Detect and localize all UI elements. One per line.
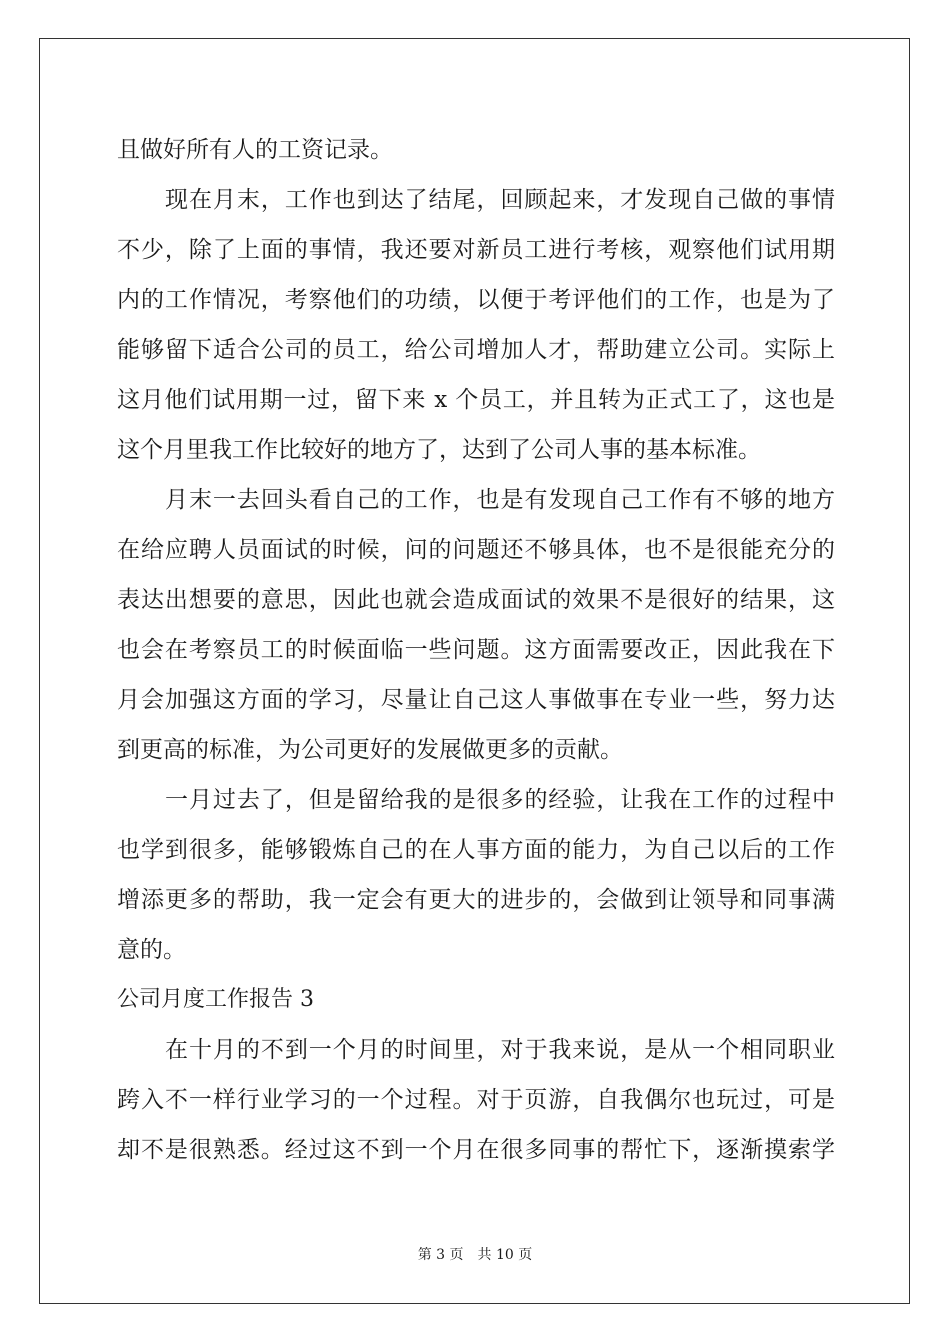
text-line: 也学到很多，能够锻炼自己的在人事方面的能力，为自己以后的工作 xyxy=(117,837,835,863)
page-footer xyxy=(0,1244,950,1264)
text-line: 也会在考察员工的时候面临一些问题。这方面需要改正，因此我在下 xyxy=(117,637,835,663)
text-line: 且做好所有人的工资记录。 xyxy=(117,137,393,163)
document-body xyxy=(117,125,835,1175)
text-line: 却不是很熟悉。经过这不到一个月在很多同事的帮忙下，逐渐摸索学 xyxy=(117,1137,835,1163)
text-line: 表达出想要的意思，因此也就会造成面试的效果不是很好的结果，这 xyxy=(117,587,835,613)
text-line: 意的。 xyxy=(117,937,186,963)
text-line: 能够留下适合公司的员工，给公司增加人才，帮助建立公司。实际上 xyxy=(117,337,835,363)
text-line: 这月他们试用期一过，留下来 x 个员工，并且转为正式工了，这也是 xyxy=(117,387,835,413)
text-line: 不少，除了上面的事情，我还要对新员工进行考核，观察他们试用期 xyxy=(117,237,835,263)
section-heading: 公司月度工作报告 3 xyxy=(117,987,314,1012)
text-line: 跨入不一样行业学习的一个过程。对于页游，自我偶尔也玩过，可是 xyxy=(117,1087,835,1113)
text-line: 增添更多的帮助，我一定会有更大的进步的，会做到让领导和同事满 xyxy=(117,887,835,913)
paragraph-start-line: 现在月末，工作也到达了结尾，回顾起来，才发现自己做的事情 xyxy=(165,187,835,213)
text-line: 在给应聘人员面试的时候，问的问题还不够具体，也不是很能充分的 xyxy=(117,537,835,563)
page-number: 第 3 页 xyxy=(417,1247,464,1263)
text-line: 内的工作情况，考察他们的功绩，以便于考评他们的工作，也是为了 xyxy=(117,287,835,313)
text-line: 这个月里我工作比较好的地方了，达到了公司人事的基本标准。 xyxy=(117,437,761,463)
text-line: 月会加强这方面的学习，尽量让自己这人事做事在专业一些，努力达 xyxy=(117,687,835,713)
page-total: 共 10 页 xyxy=(477,1247,533,1263)
paragraph-start-line: 一月过去了，但是留给我的是很多的经验，让我在工作的过程中 xyxy=(165,787,835,813)
paragraph-start-line: 在十月的不到一个月的时间里，对于我来说，是从一个相同职业 xyxy=(165,1037,835,1063)
text-line: 到更高的标准，为公司更好的发展做更多的贡献。 xyxy=(117,737,623,763)
paragraph-start-line: 月末一去回头看自己的工作，也是有发现自己工作有不够的地方 xyxy=(165,487,835,513)
